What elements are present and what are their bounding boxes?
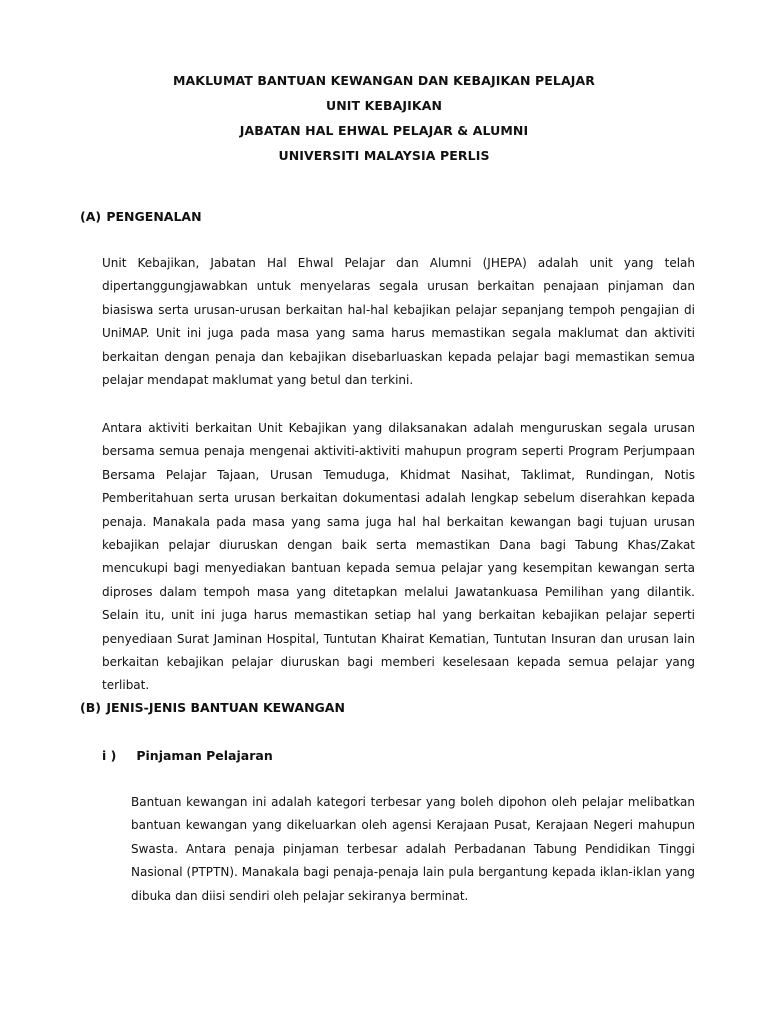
- section-b-title: JENIS-JENIS BANTUAN KEWANGAN: [106, 700, 345, 715]
- section-b-marker: (B): [80, 700, 101, 715]
- title-line-3: JABATAN HAL EHWAL PELAJAR & ALUMNI: [239, 123, 529, 138]
- section-a-heading: [80, 208, 202, 226]
- section-a-paragraph-1: Unit Kebajikan, Jabatan Hal Ehwal Pelajar dan Alumni (JHEPA) adalah unit yang telah dipertanggungjawabkan untuk menyelaras segala urusan berkaitan penajaan pinjaman dan biasiswa serta urusan-urusan berkaitan hal-hal kebajikan pelajar sepanjang tempoh pengajian di UniMAP. Unit ini juga pada masa yang sama harus memastikan segala maklumat dan aktiviti berkaitan dengan penaja dan kebajikan disebarluaskan kepada pelajar bagi memastikan semua pelajar mendapat maklumat yang betul dan terkini.: [102, 256, 695, 388]
- section-a-marker: (A): [80, 209, 102, 224]
- title-line-1: MAKLUMAT BANTUAN KEWANGAN DAN KEBAJIKAN PELAJAR: [172, 73, 596, 88]
- subsection-i-marker: i ): [102, 748, 117, 763]
- subsection-i-heading: [102, 747, 273, 765]
- section-a-title: PENGENALAN: [106, 209, 202, 224]
- document-title-block: [0, 68, 768, 168]
- subsection-i-title: Pinjaman Pelajaran: [136, 748, 273, 763]
- section-a-paragraph-2: Antara aktiviti berkaitan Unit Kebajikan yang dilaksanakan adalah menguruskan segala urusan bersama semua penaja mengenai aktiviti-aktiviti mahupun program seperti Program Perjumpaan Bersama Pelajar Tajaan, Urusan Temuduga, Khidmat Nasihat, Taklimat, Rundingan, Notis Pemberitahuan serta urusan berkaitan dokumentasi adalah lengkap sebelum diserahkan kepada penaja. Manakala pada masa yang sama juga hal hal berkaitan kewangan bagi tujuan urusan kebajikan pelajar diuruskan dengan baik serta memastikan Dana bagi Tabung Khas/Zakat mencukupi bagi menyediakan bantuan kepada semua pelajar yang kesempitan kewangan serta diproses dalam tempoh masa yang ditetapkan melalui Jawatankuasa Pemilihan yang dilantik. Selain itu, unit ini juga harus memastikan setiap hal yang berkaitan kebajikan pelajar seperti penyediaan Surat Jaminan Hospital, Tuntutan Khairat Kematian, Tuntutan Insuran dan urusan lain berkaitan kebajikan pelajar diuruskan bagi memberi keselesaan kepada semua pelajar yang terlibat.: [102, 421, 695, 693]
- title-line-2: UNIT KEBAJIKAN: [325, 98, 443, 113]
- section-b-heading: [80, 699, 345, 717]
- title-line-4: UNIVERSITI MALAYSIA PERLIS: [278, 148, 490, 163]
- subsection-i-paragraph: Bantuan kewangan ini adalah kategori terbesar yang boleh dipohon oleh pelajar melibatkan bantuan kewangan yang dikeluarkan oleh agensi Kerajaan Pusat, Kerajaan Negeri mahupun Swasta. Antara penaja pinjaman terbesar adalah Perbadanan Tabung Pendidikan Tinggi Nasional (PTPTN). Manakala bagi penaja-penaja lain pula bergantung kepada iklan-iklan yang dibuka dan diisi sendiri oleh pelajar sekiranya berminat.: [131, 795, 695, 903]
